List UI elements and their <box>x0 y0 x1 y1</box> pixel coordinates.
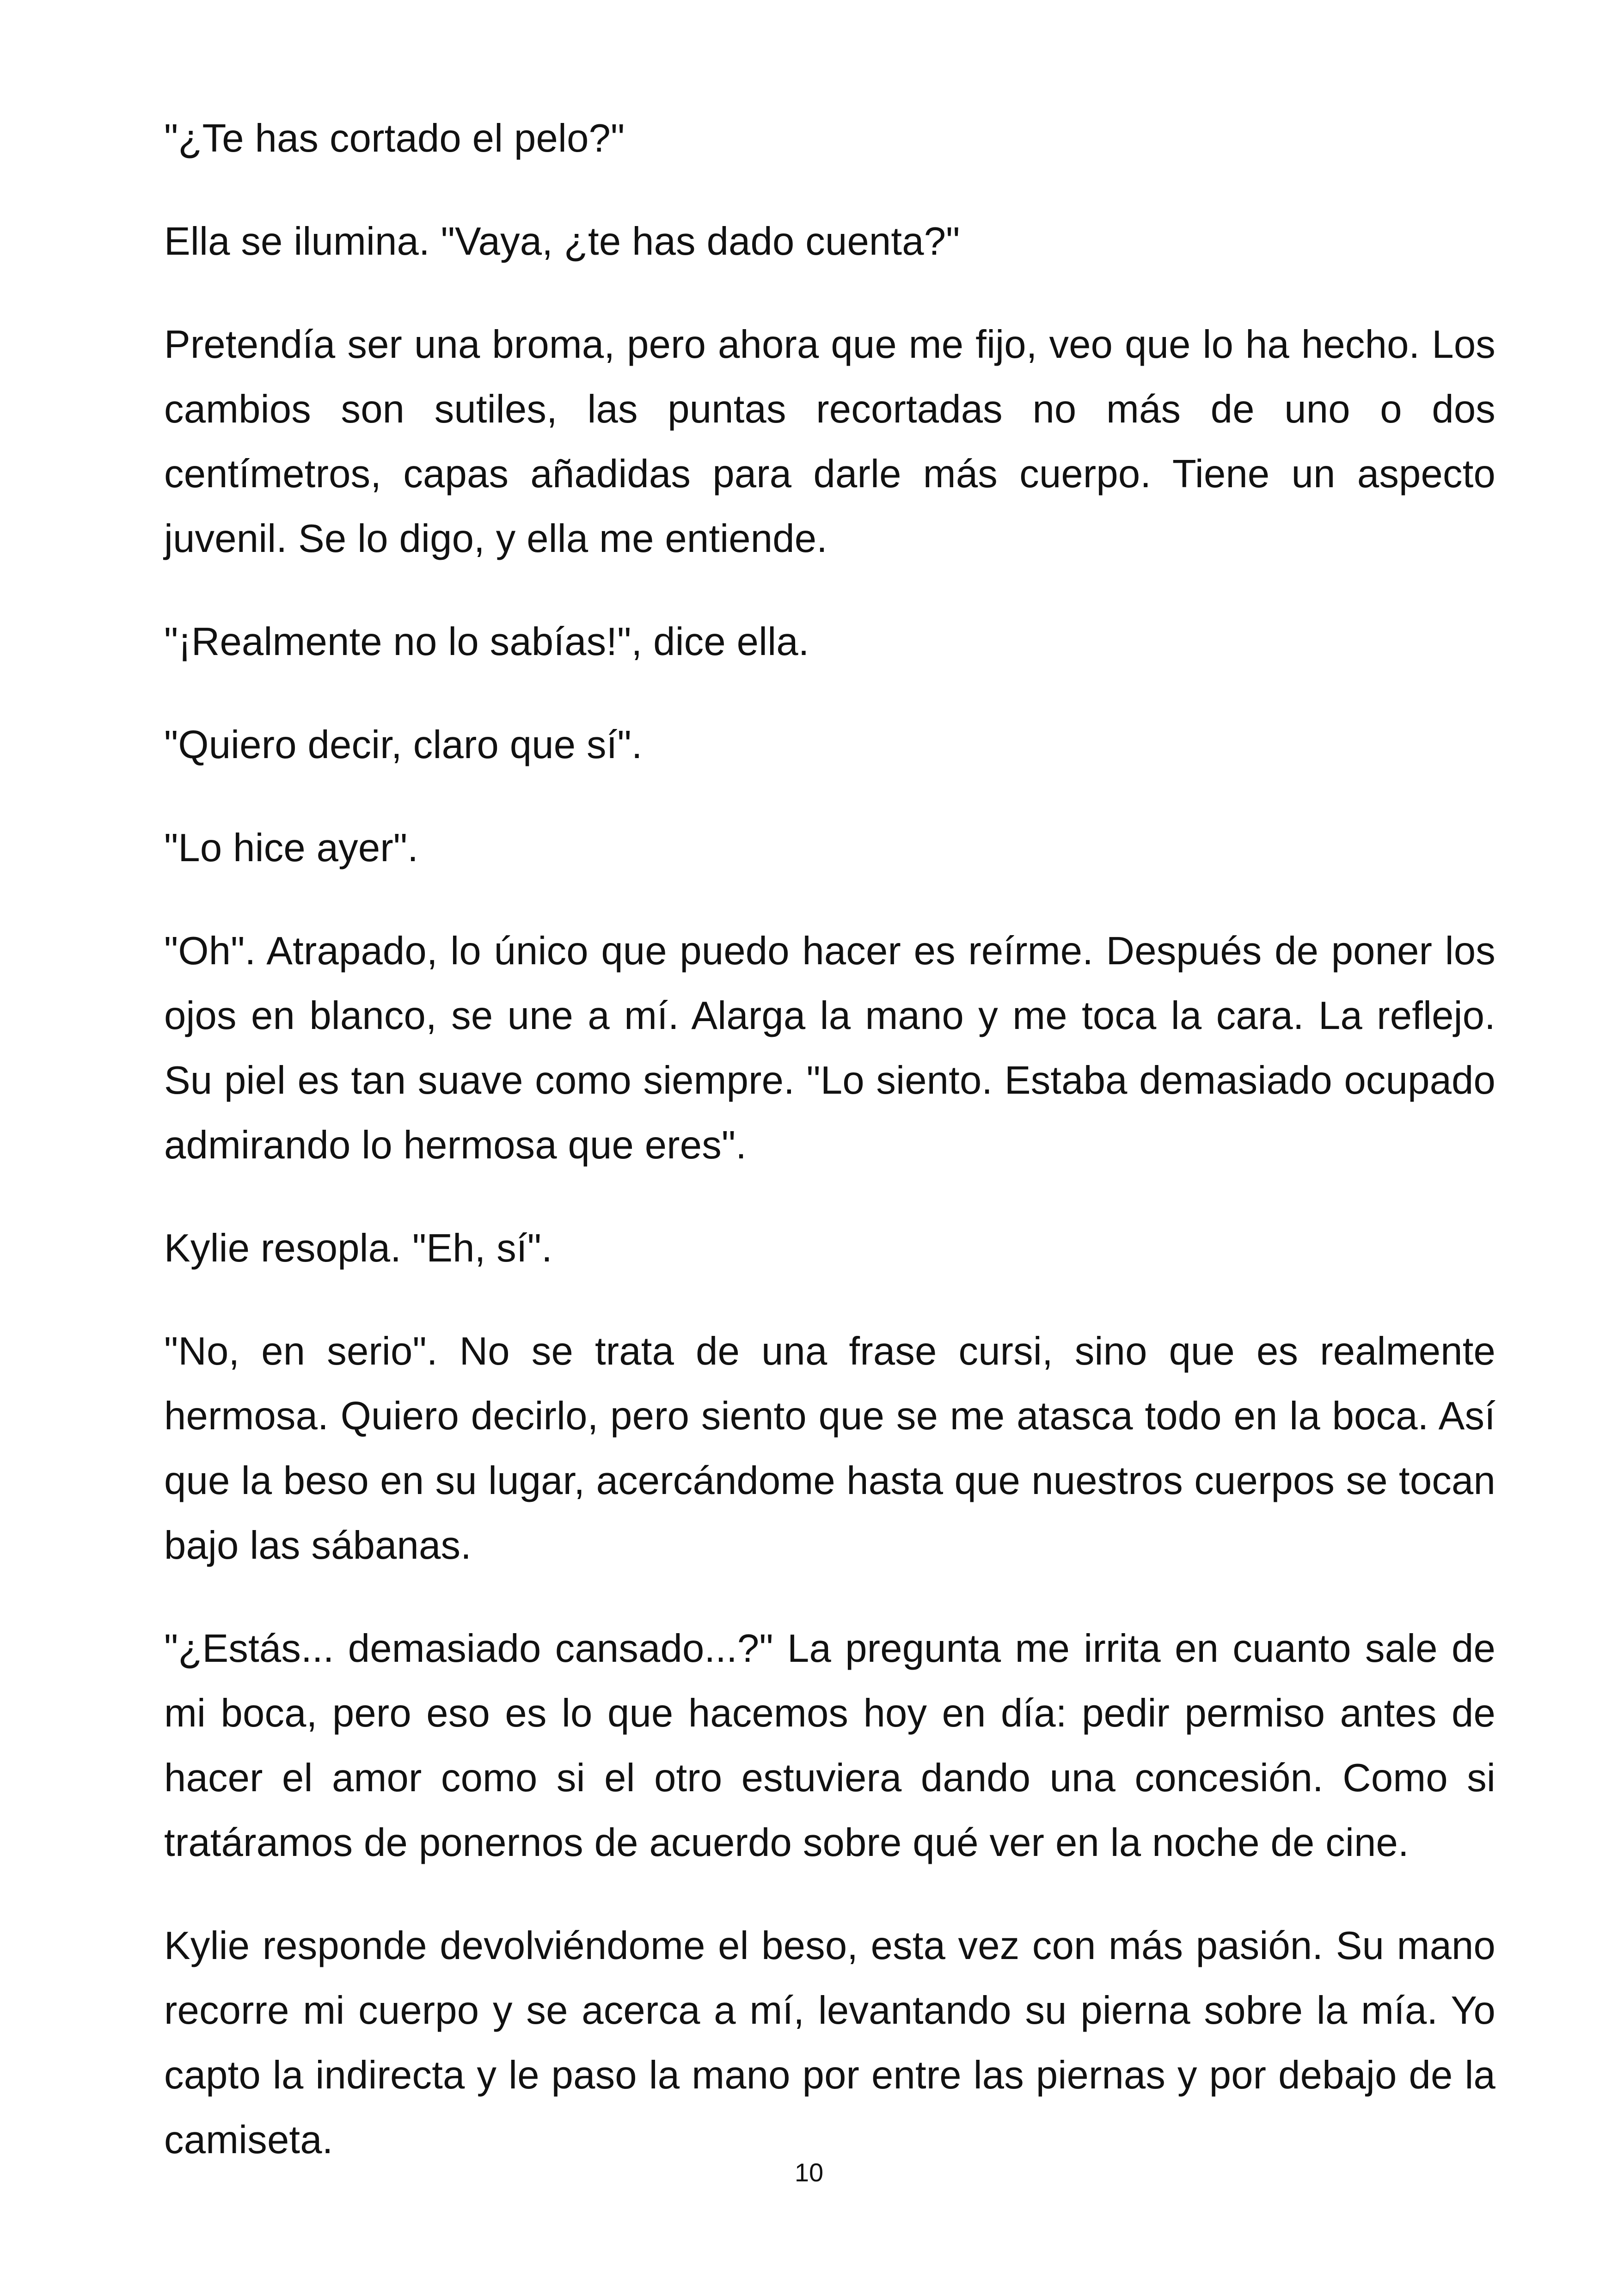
paragraph: Kylie responde devolviéndome el beso, esta vez con más pasión. Su mano recorre mi cuerpo y se acerca a mí, levantando su pierna sobre la mía. Yo capto la indirecta y le paso la mano por entre las piernas y por debajo de la camiseta. <box>164 1924 1495 2162</box>
paragraph: "¿Te has cortado el pelo?" <box>164 116 625 160</box>
paragraph: Ella se ilumina. "Vaya, ¿te has dado cuenta?" <box>164 220 960 263</box>
paragraph: "Oh". Atrapado, lo único que puedo hacer es reírme. Después de poner los ojos en blanco, se une a mí. Alarga la mano y me toca la cara. La reflejo. Su piel es tan suave como siempre. "Lo siento. Estaba demasiado ocupado admirando lo hermosa que eres". <box>164 929 1495 1167</box>
page-number: 10 <box>794 2158 824 2187</box>
paragraph: "Quiero decir, claro que sí". <box>164 723 643 767</box>
paragraph: Kylie resopla. "Eh, sí". <box>164 1226 552 1270</box>
paragraph: "Lo hice ayer". <box>164 826 419 870</box>
paragraph: "¿Estás... demasiado cansado...?" La pregunta me irrita en cuanto sale de mi boca, pero eso es lo que hacemos hoy en día: pedir permiso antes de hacer el amor como si el otro estuviera dando una concesión. Como si tratáramos de ponernos de acuerdo sobre qué ver en la noche de cine. <box>164 1627 1495 1865</box>
paragraph: "¡Realmente no lo sabías!", dice ella. <box>164 620 809 664</box>
paragraph: Pretendía ser una broma, pero ahora que me fijo, veo que lo ha hecho. Los cambios son sutiles, las puntas recortadas no más de uno o dos centímetros, capas añadidas para darle más cuerpo. Tiene un aspecto juvenil. Se lo digo, y ella me entiende. <box>164 323 1495 561</box>
paragraph: "No, en serio". No se trata de una frase cursi, sino que es realmente hermosa. Quiero decirlo, pero siento que se me atasca todo en la boca. Así que la beso en su lugar, acercándome hasta que nuestros cuerpos se tocan bajo las sábanas. <box>164 1329 1495 1567</box>
body-text <box>164 106 1495 2211</box>
